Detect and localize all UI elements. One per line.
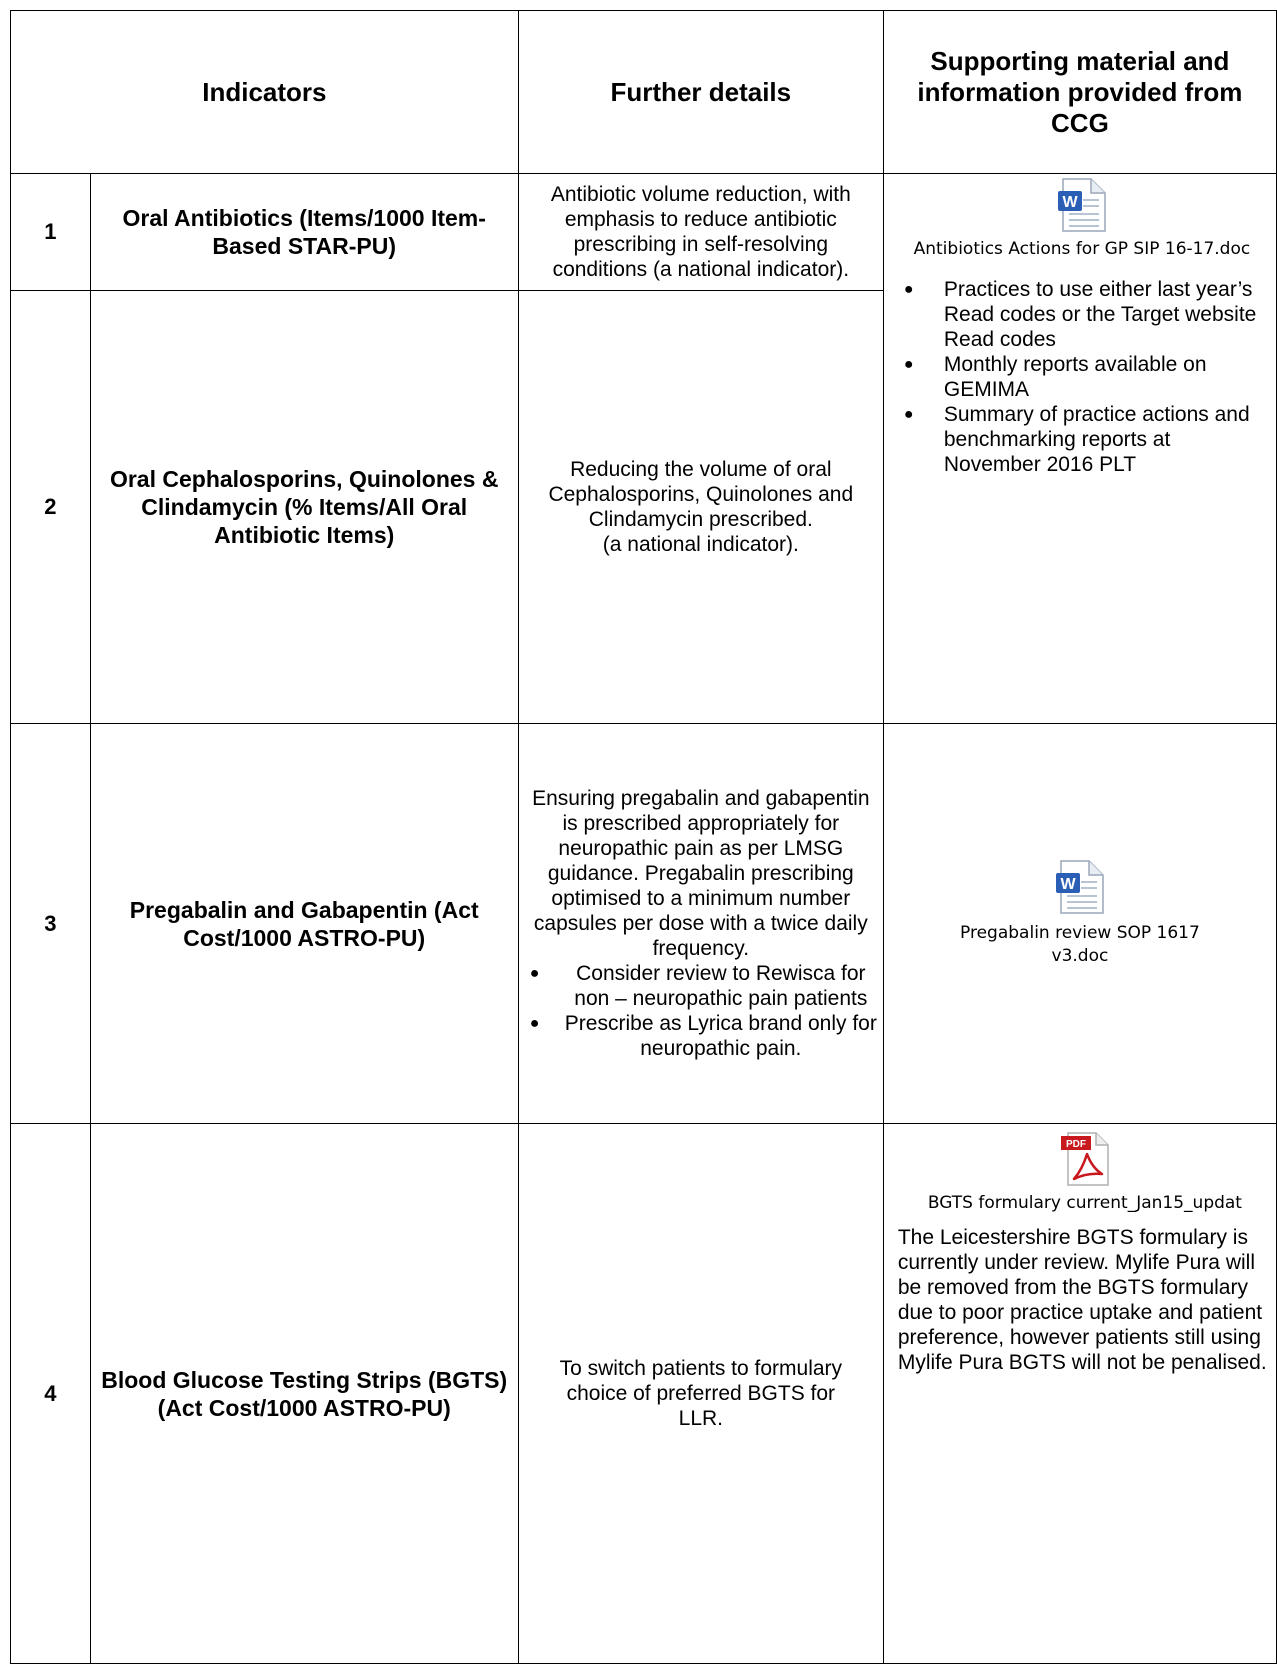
word-document-icon: [1055, 860, 1105, 914]
svg-text:PDF: PDF: [1065, 1139, 1086, 1150]
supporting-material-cell: [883, 724, 1276, 1124]
list-item: ● Summary of practice actions and benchmarking reports at November 2016 PLT: [903, 403, 1250, 476]
row-number: 2: [11, 291, 91, 724]
further-details: Antibiotic volume reduction, with emphasis to reduce antibiotic prescribing in self-resolving conditions (a national indicator).: [518, 174, 883, 291]
indicator-name: Oral Antibiotics (Items/1000 Item-Based STAR-PU): [90, 174, 518, 291]
svg-text:W: W: [1060, 875, 1076, 893]
supporting-note: The Leicestershire BGTS formulary is currently under review. Mylife Pura will be removed from the BGTS formulary due to poor practice uptake and patient preference, however patients still using Mylife Pura BGTS will not be penalised.: [897, 1226, 1267, 1374]
list-item: ● Practices to use either last year’s Read codes or the Target website Read codes: [903, 278, 1257, 351]
attachment-filename: BGTS formulary current_Jan15_updat: [927, 1193, 1242, 1213]
pdf-document-icon: [1060, 1132, 1110, 1186]
word-document-icon: [1057, 178, 1107, 232]
list-item: ● Monthly reports available on GEMIMA: [903, 353, 1207, 401]
table-row: [11, 174, 1277, 291]
list-item: ● Consider review to Rewisca for non – neuropathic pain patients: [529, 962, 868, 1010]
attachment-pregabalin-review[interactable]: [884, 860, 1276, 968]
row-number: 1: [11, 174, 91, 291]
list-item: ● Prescribe as Lyrica brand only for neuropathic pain.: [529, 1012, 877, 1060]
header-indicators: Indicators: [11, 11, 519, 174]
table-row: [11, 724, 1277, 1124]
further-details: [518, 724, 883, 1124]
attachment-bgts-formulary[interactable]: [898, 1132, 1272, 1215]
header-row: [11, 11, 1277, 174]
row-number: 4: [11, 1124, 91, 1664]
details-paragraph: Ensuring pregabalin and gabapentin is prescribed appropriately for neuropathic pain as per LMSG guidance. Pregabalin prescribing optimised to a minimum number capsules per dose with a twice daily frequency.: [532, 787, 870, 960]
header-further-details: Further details: [518, 11, 883, 174]
supporting-material-cell: [883, 1124, 1276, 1664]
bullet-icon: ●: [903, 356, 914, 373]
table-row: [11, 1124, 1277, 1664]
supporting-material-cell: [883, 174, 1276, 724]
supporting-bullet-list: [894, 277, 1270, 477]
row-number: 3: [11, 724, 91, 1124]
details-bullet-list: [525, 961, 877, 1061]
further-details: To switch patients to formulary choice of preferred BGTS for LLR.: [518, 1124, 883, 1664]
bullet-icon: ●: [529, 1015, 540, 1032]
bullet-icon: ●: [903, 281, 914, 298]
attachment-filename: Pregabalin review SOP 1617 v3.doc: [960, 922, 1200, 966]
further-details: Reducing the volume of oral Cephalosporins, Quinolones and Clindamycin prescribed. (a national indicator).: [518, 291, 883, 724]
attachment-filename: Antibiotics Actions for GP SIP 16-17.doc: [913, 239, 1251, 259]
bullet-icon: ●: [529, 965, 540, 982]
header-supporting-material: Supporting material and information provided from CCG: [883, 11, 1276, 174]
indicators-table: [10, 10, 1277, 1664]
indicator-name: Blood Glucose Testing Strips (BGTS) (Act Cost/1000 ASTRO-PU): [90, 1124, 518, 1664]
indicator-name: Oral Cephalosporins, Quinolones & Clindamycin (% Items/All Oral Antibiotic Items): [90, 291, 518, 724]
attachment-antibiotics-actions[interactable]: [894, 178, 1270, 261]
svg-text:W: W: [1062, 194, 1078, 211]
indicator-name: Pregabalin and Gabapentin (Act Cost/1000 ASTRO-PU): [90, 724, 518, 1124]
bullet-icon: ●: [903, 406, 914, 423]
